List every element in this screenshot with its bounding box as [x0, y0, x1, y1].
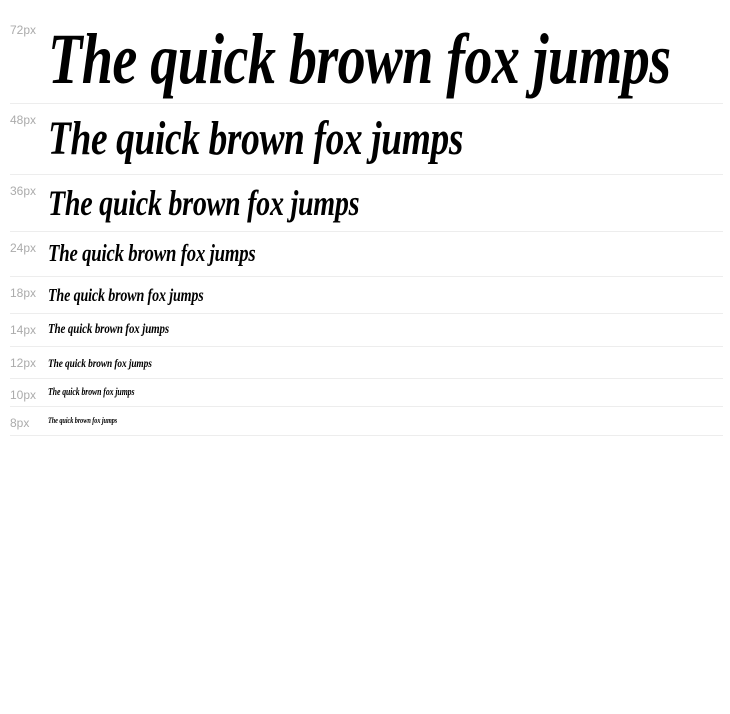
font-size-label: 10px [10, 388, 37, 402]
font-size-row [10, 175, 723, 232]
font-size-row [10, 347, 723, 379]
font-size-label: 8px [10, 416, 30, 430]
font-size-label: 72px [10, 23, 37, 37]
font-size-label: 18px [10, 286, 37, 300]
font-size-row [10, 14, 723, 104]
font-size-row [10, 104, 723, 175]
font-size-label: 12px [10, 356, 37, 370]
font-size-label: 36px [10, 184, 37, 198]
sample-text: The quick brown fox jumps [48, 18, 671, 99]
sample-text: The quick brown fox jumps [48, 416, 118, 425]
sample-text: The quick brown fox jumps [48, 112, 464, 165]
font-size-row [10, 314, 723, 347]
font-size-label: 48px [10, 113, 37, 127]
sample-text: The quick brown fox jumps [48, 355, 152, 370]
font-preview-waterfall [10, 14, 723, 436]
sample-text: The quick brown fox jumps [48, 183, 360, 223]
font-size-row [10, 277, 723, 314]
font-size-label: 14px [10, 323, 37, 337]
font-preview-page [0, 14, 730, 714]
font-size-label: 24px [10, 241, 37, 255]
sample-text: The quick brown fox jumps [48, 386, 135, 398]
font-size-row [10, 379, 723, 407]
sample-text: The quick brown fox jumps [48, 285, 204, 305]
sample-text: The quick brown fox jumps [48, 241, 256, 267]
sample-text: The quick brown fox jumps [48, 322, 170, 337]
font-size-row [10, 232, 723, 277]
font-size-row [10, 407, 723, 436]
